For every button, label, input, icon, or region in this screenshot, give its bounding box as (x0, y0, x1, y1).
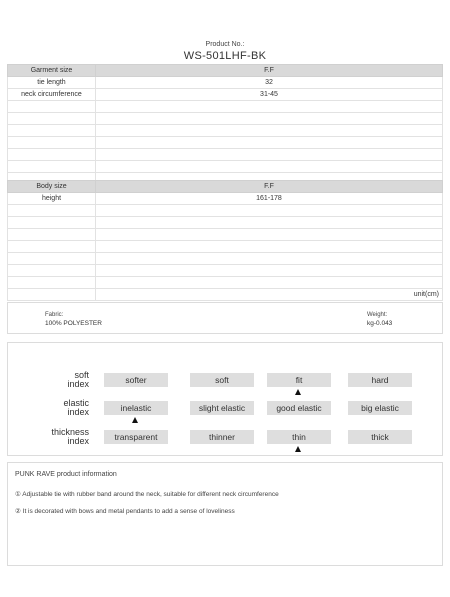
table-row (8, 137, 443, 149)
product-info-box (7, 462, 443, 566)
table-row (8, 101, 443, 113)
table-row (8, 229, 443, 241)
row-label: height (8, 193, 96, 205)
elastic-selected-marker-icon (132, 417, 138, 423)
fabric-weight-box (7, 302, 443, 334)
body-size-table (7, 180, 443, 301)
elastic-option-big: big elastic (348, 401, 412, 415)
soft-option-softer: softer (104, 373, 168, 387)
table-row (8, 277, 443, 289)
index-box (7, 342, 443, 456)
info-title: PUNK RAVE product information (15, 471, 117, 478)
elastic-option-inelastic: inelastic (104, 401, 168, 415)
elastic-index-label: elastic index (63, 398, 89, 417)
body-size-header-row (8, 181, 443, 193)
table-row (8, 205, 443, 217)
garment-size-value-header: F.F (96, 65, 443, 77)
table-row (8, 289, 443, 301)
garment-size-header: Garment size (8, 65, 96, 77)
fabric-value: 100% POLYESTER (45, 320, 102, 327)
soft-index-label: soft index (67, 370, 89, 389)
row-label: neck circumference (8, 89, 96, 101)
table-row (8, 161, 443, 173)
row-value: 32 (96, 77, 443, 89)
garment-size-table (7, 64, 443, 185)
row-value: 161-178 (96, 193, 443, 205)
product-number: WS-501LHF-BK (183, 50, 267, 62)
thickness-option-thick: thick (348, 430, 412, 444)
soft-option-soft: soft (190, 373, 254, 387)
table-row (8, 149, 443, 161)
body-size-value-header: F.F (96, 181, 443, 193)
elastic-option-good: good elastic (267, 401, 331, 415)
garment-size-header-row (8, 65, 443, 77)
thickness-option-thinner: thinner (190, 430, 254, 444)
info-line: ① Adjustable tie with rubber band around the neck, suitable for different neck circumference (15, 491, 279, 498)
thickness-selected-marker-icon (295, 446, 301, 452)
row-label: tie length (8, 77, 96, 89)
row-value: 31-45 (96, 89, 443, 101)
unit-label: unit(cm) (96, 289, 443, 301)
soft-selected-marker-icon (295, 389, 301, 395)
elastic-option-slight: slight elastic (190, 401, 254, 415)
thickness-index-label: thickness index (51, 427, 89, 446)
weight-label: Weight: (367, 312, 388, 318)
soft-option-fit: fit (267, 373, 331, 387)
info-line: ② It is decorated with bows and metal pendants to add a sense of loveliness (15, 508, 235, 515)
weight-value: kg-0.043 (367, 320, 393, 327)
thickness-option-transparent: transparent (104, 430, 168, 444)
table-row (8, 125, 443, 137)
body-size-header: Body size (8, 181, 96, 193)
table-row (8, 241, 443, 253)
thickness-option-thin: thin (267, 430, 331, 444)
fabric-label: Fabric: (45, 312, 64, 318)
product-number-label: Product No.: (205, 41, 245, 48)
table-row (8, 253, 443, 265)
table-row (8, 113, 443, 125)
table-row (8, 217, 443, 229)
table-row (8, 193, 443, 205)
table-row (8, 265, 443, 277)
soft-option-hard: hard (348, 373, 412, 387)
table-row (8, 77, 443, 89)
table-row (8, 89, 443, 101)
